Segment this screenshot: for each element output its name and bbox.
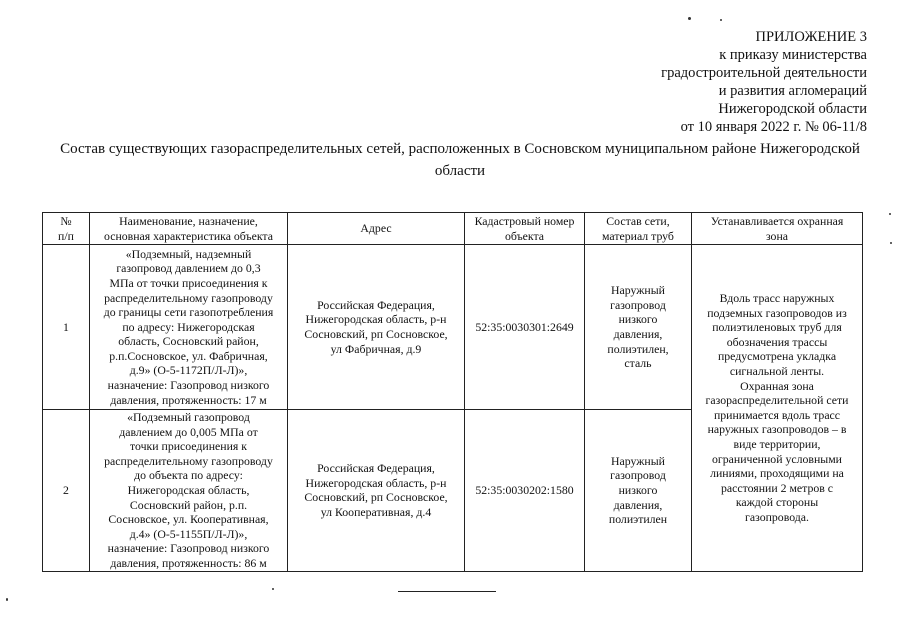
appendix-line: к приказу министерства <box>719 47 867 63</box>
line: газопровод <box>610 468 666 483</box>
cell-composition <box>585 410 692 572</box>
line: Наружный <box>611 453 665 468</box>
line: газопровода. <box>745 509 809 524</box>
line: принимается вдоль трасс <box>713 407 841 422</box>
line: низкого <box>618 482 658 497</box>
line: Сосновское, ул. Кооперативная, <box>108 512 269 527</box>
line: газопровод давлением до 0,3 <box>116 261 261 276</box>
scan-speck <box>6 598 8 601</box>
appendix-header <box>537 28 867 136</box>
cell-composition <box>585 245 692 410</box>
line: подземных газопроводов из <box>707 305 847 320</box>
header-protection-zone <box>692 213 863 245</box>
order-date-number: от 10 января 2022 г. № 06-11/8 <box>680 119 867 135</box>
header-cadastral <box>465 213 585 245</box>
line: Кадастровый номер <box>474 213 575 228</box>
line: наружных газопроводов – в <box>707 422 847 437</box>
line: давления, <box>613 327 663 341</box>
line: полиэтилен <box>608 512 668 527</box>
line: давления, протяженность: 86 м <box>110 555 267 570</box>
scan-speck <box>889 213 891 215</box>
line: виде территории, <box>733 436 821 451</box>
appendix-title: ПРИЛОЖЕНИЕ 3 <box>755 29 867 45</box>
line: точки присоединения к <box>129 439 247 454</box>
title-line: Состав существующих газораспределительных сетей, расположенных в Сосновском муниципальном районе Нижегородской <box>60 141 860 157</box>
line: Сосновский, рп Сосновское, <box>304 490 448 505</box>
line: «Подземный газопровод <box>127 410 250 424</box>
scan-speck <box>720 19 722 21</box>
line: до границы сети газопотребления <box>103 305 274 320</box>
line: № <box>60 213 72 228</box>
line: Адрес <box>360 221 392 236</box>
cell-name <box>90 410 288 572</box>
header-address <box>288 213 465 245</box>
line: давления, <box>613 497 663 512</box>
line: каждой стороны <box>735 495 819 510</box>
cell-number: 1 <box>43 245 90 410</box>
line: Нижегородская область, р-н <box>305 475 447 490</box>
line: область, Сосновский район, <box>118 334 259 349</box>
line: назначение: Газопровод низкого <box>107 378 270 393</box>
line: обозначения трассы <box>726 334 828 349</box>
line: расстоянии 2 метров с <box>721 480 833 495</box>
line: линиями, проходящими на <box>710 466 844 481</box>
line: р.п.Сосновское, ул. Фабричная, <box>109 348 268 363</box>
line: МПа от точки присоединения к <box>109 275 268 290</box>
line: д.4» (О-5-1155П/Л-Л)», <box>129 526 248 541</box>
document-title <box>40 138 880 182</box>
line: Нижегородская область, р-н <box>305 312 447 327</box>
line: газораспределительной сети <box>705 393 849 408</box>
line: распределительному газопроводу <box>104 453 273 468</box>
line: материал труб <box>602 228 674 243</box>
line: Наружный <box>611 283 665 298</box>
line: по адресу: Нижегородская <box>122 319 255 334</box>
appendix-line: и развития агломераций <box>718 83 867 99</box>
line: зона <box>765 228 789 243</box>
line: давлением до 0,005 МПа от <box>119 424 258 439</box>
line: Вдоль трасс наружных <box>719 291 835 306</box>
scan-speck <box>890 242 892 244</box>
line: ул Кооперативная, д.4 <box>320 504 432 519</box>
line: Российская Федерация, <box>317 297 435 312</box>
line: Нижегородская область, <box>127 482 250 497</box>
header-composition <box>585 213 692 245</box>
cell-cadastral: 52:35:0030301:2649 <box>465 245 585 410</box>
line: объекта <box>504 228 545 243</box>
appendix-line: градостроительной деятельности <box>661 65 867 81</box>
gas-network-table <box>42 212 863 572</box>
cell-address <box>288 245 465 410</box>
line: сигнальной ленты. <box>729 363 825 378</box>
scan-speck <box>272 588 274 590</box>
line: «Подземный, надземный <box>125 246 252 261</box>
line: распределительному газопроводу <box>104 290 273 305</box>
title-line: области <box>434 163 486 179</box>
line: Наименование, назначение, <box>119 213 258 228</box>
line: давления, протяженность: 17 м <box>110 392 267 407</box>
table-header-row <box>43 213 863 245</box>
line: основная характеристика объекта <box>104 228 273 243</box>
line: полиэтиленовых труб для <box>712 320 842 335</box>
line: Устанавливается охранная <box>710 213 844 228</box>
header-number <box>43 213 90 245</box>
line: Сосновский район, р.п. <box>129 497 248 512</box>
line: газопровод <box>610 297 666 312</box>
line: предусмотрена укладка <box>717 349 837 364</box>
line: низкого <box>618 312 658 327</box>
cell-number: 2 <box>43 410 90 572</box>
cell-address <box>288 410 465 572</box>
line: назначение: Газопровод низкого <box>107 541 270 556</box>
table-row <box>43 245 863 410</box>
line: сталь <box>624 356 652 371</box>
scan-speck <box>688 17 691 20</box>
header-name <box>90 213 288 245</box>
line: до объекта по адресу: <box>134 468 243 483</box>
appendix-line: Нижегородской области <box>718 101 867 117</box>
line: ул Фабричная, д.9 <box>330 341 422 356</box>
line: п/п <box>58 228 74 243</box>
line: Состав сети, <box>606 213 670 228</box>
line: д.9» (О-5-1172П/Л-Л)», <box>129 363 248 378</box>
line: Сосновский, рп Сосновское, <box>304 327 448 341</box>
line: Охранная зона <box>740 378 814 393</box>
signature-line <box>398 591 496 592</box>
line: Российская Федерация, <box>317 461 435 476</box>
line: полиэтилен, <box>607 341 669 356</box>
line: ограниченной условными <box>712 451 842 466</box>
cell-protection-zone <box>692 245 863 572</box>
cell-cadastral: 52:35:0030202:1580 <box>465 410 585 572</box>
cell-name <box>90 245 288 410</box>
